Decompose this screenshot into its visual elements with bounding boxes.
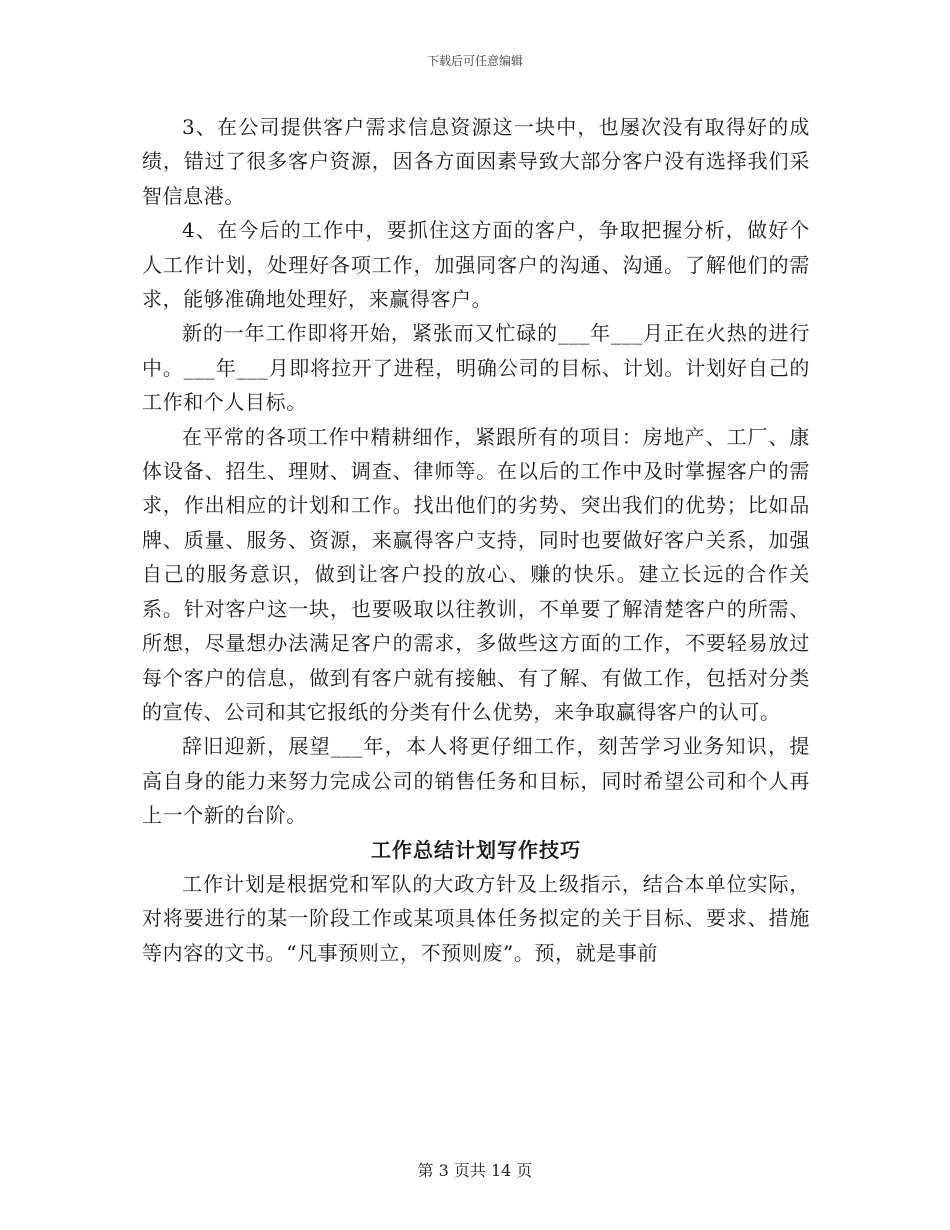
paragraph-item-4: 4、在今后的工作中，要抓住这方面的客户，争取把握分析，做好个人工作计划，处理好各项工作，加强同客户的沟通、沟通。了解他们的需求，能够准确地处理好，来赢得客户。	[142, 218, 810, 312]
section-title: 工作总结计划写作技巧	[371, 837, 581, 862]
paragraph-outlook: 辞旧迎新，展望___年，本人将更仔细工作，刻苦学习业务知识，提高自身的能力来努力完成公司的销售任务和目标，同时希望公司和个人再上一个新的台阶。	[142, 734, 810, 828]
page-header: 下载后可任意编辑	[426, 54, 523, 68]
paragraph-new-year: 新的一年工作即将开始，紧张而又忙碌的___年___月正在火热的进行中。___年___月即将拉开了进程，明确公司的目标、计划。计划好自己的工作和个人目标。	[142, 321, 810, 415]
paragraph-daily-work: 在平常的各项工作中精耕细作，紧跟所有的项目：房地产、工厂、康体设备、招生、理财、调查、律师等。在以后的工作中及时掌握客户的需求，作出相应的计划和工作。找出他们的劣势、突出我们的优势；比如品牌、质量、服务、资源，来赢得客户支持，同时也要做好客户关系，加强自己的服务意识，做到让客户投的放心、赚的快乐。建立长远的合作关系。针对客户这一块，也要吸取以往教训，不单要了解清楚客户的所需、所想，尽量想办法满足客户的需求，多做些这方面的工作，不要轻易放过每个客户的信息，做到有客户就有接触、有了解、有做工作，包括对分类的宣传、公司和其它报纸的分类有什么优势，来争取赢得客户的认可。	[142, 424, 810, 724]
paragraph-plan-definition: 工作计划是根据党和军队的大政方针及上级指示，结合本单位实际，对将要进行的某一阶段工作或某项具体任务拟定的关于目标、要求、措施等内容的文书。“凡事预则立，不预则废”。预，就是事前	[142, 871, 810, 965]
page-footer: 第 3 页共 14 页	[417, 1161, 533, 1180]
document-body	[142, 110, 810, 970]
paragraph-item-3: 3、在公司提供客户需求信息资源这一块中，也屡次没有取得好的成绩，错过了很多客户资源，因各方面因素导致大部分客户没有选择我们采智信息港。	[142, 115, 810, 208]
